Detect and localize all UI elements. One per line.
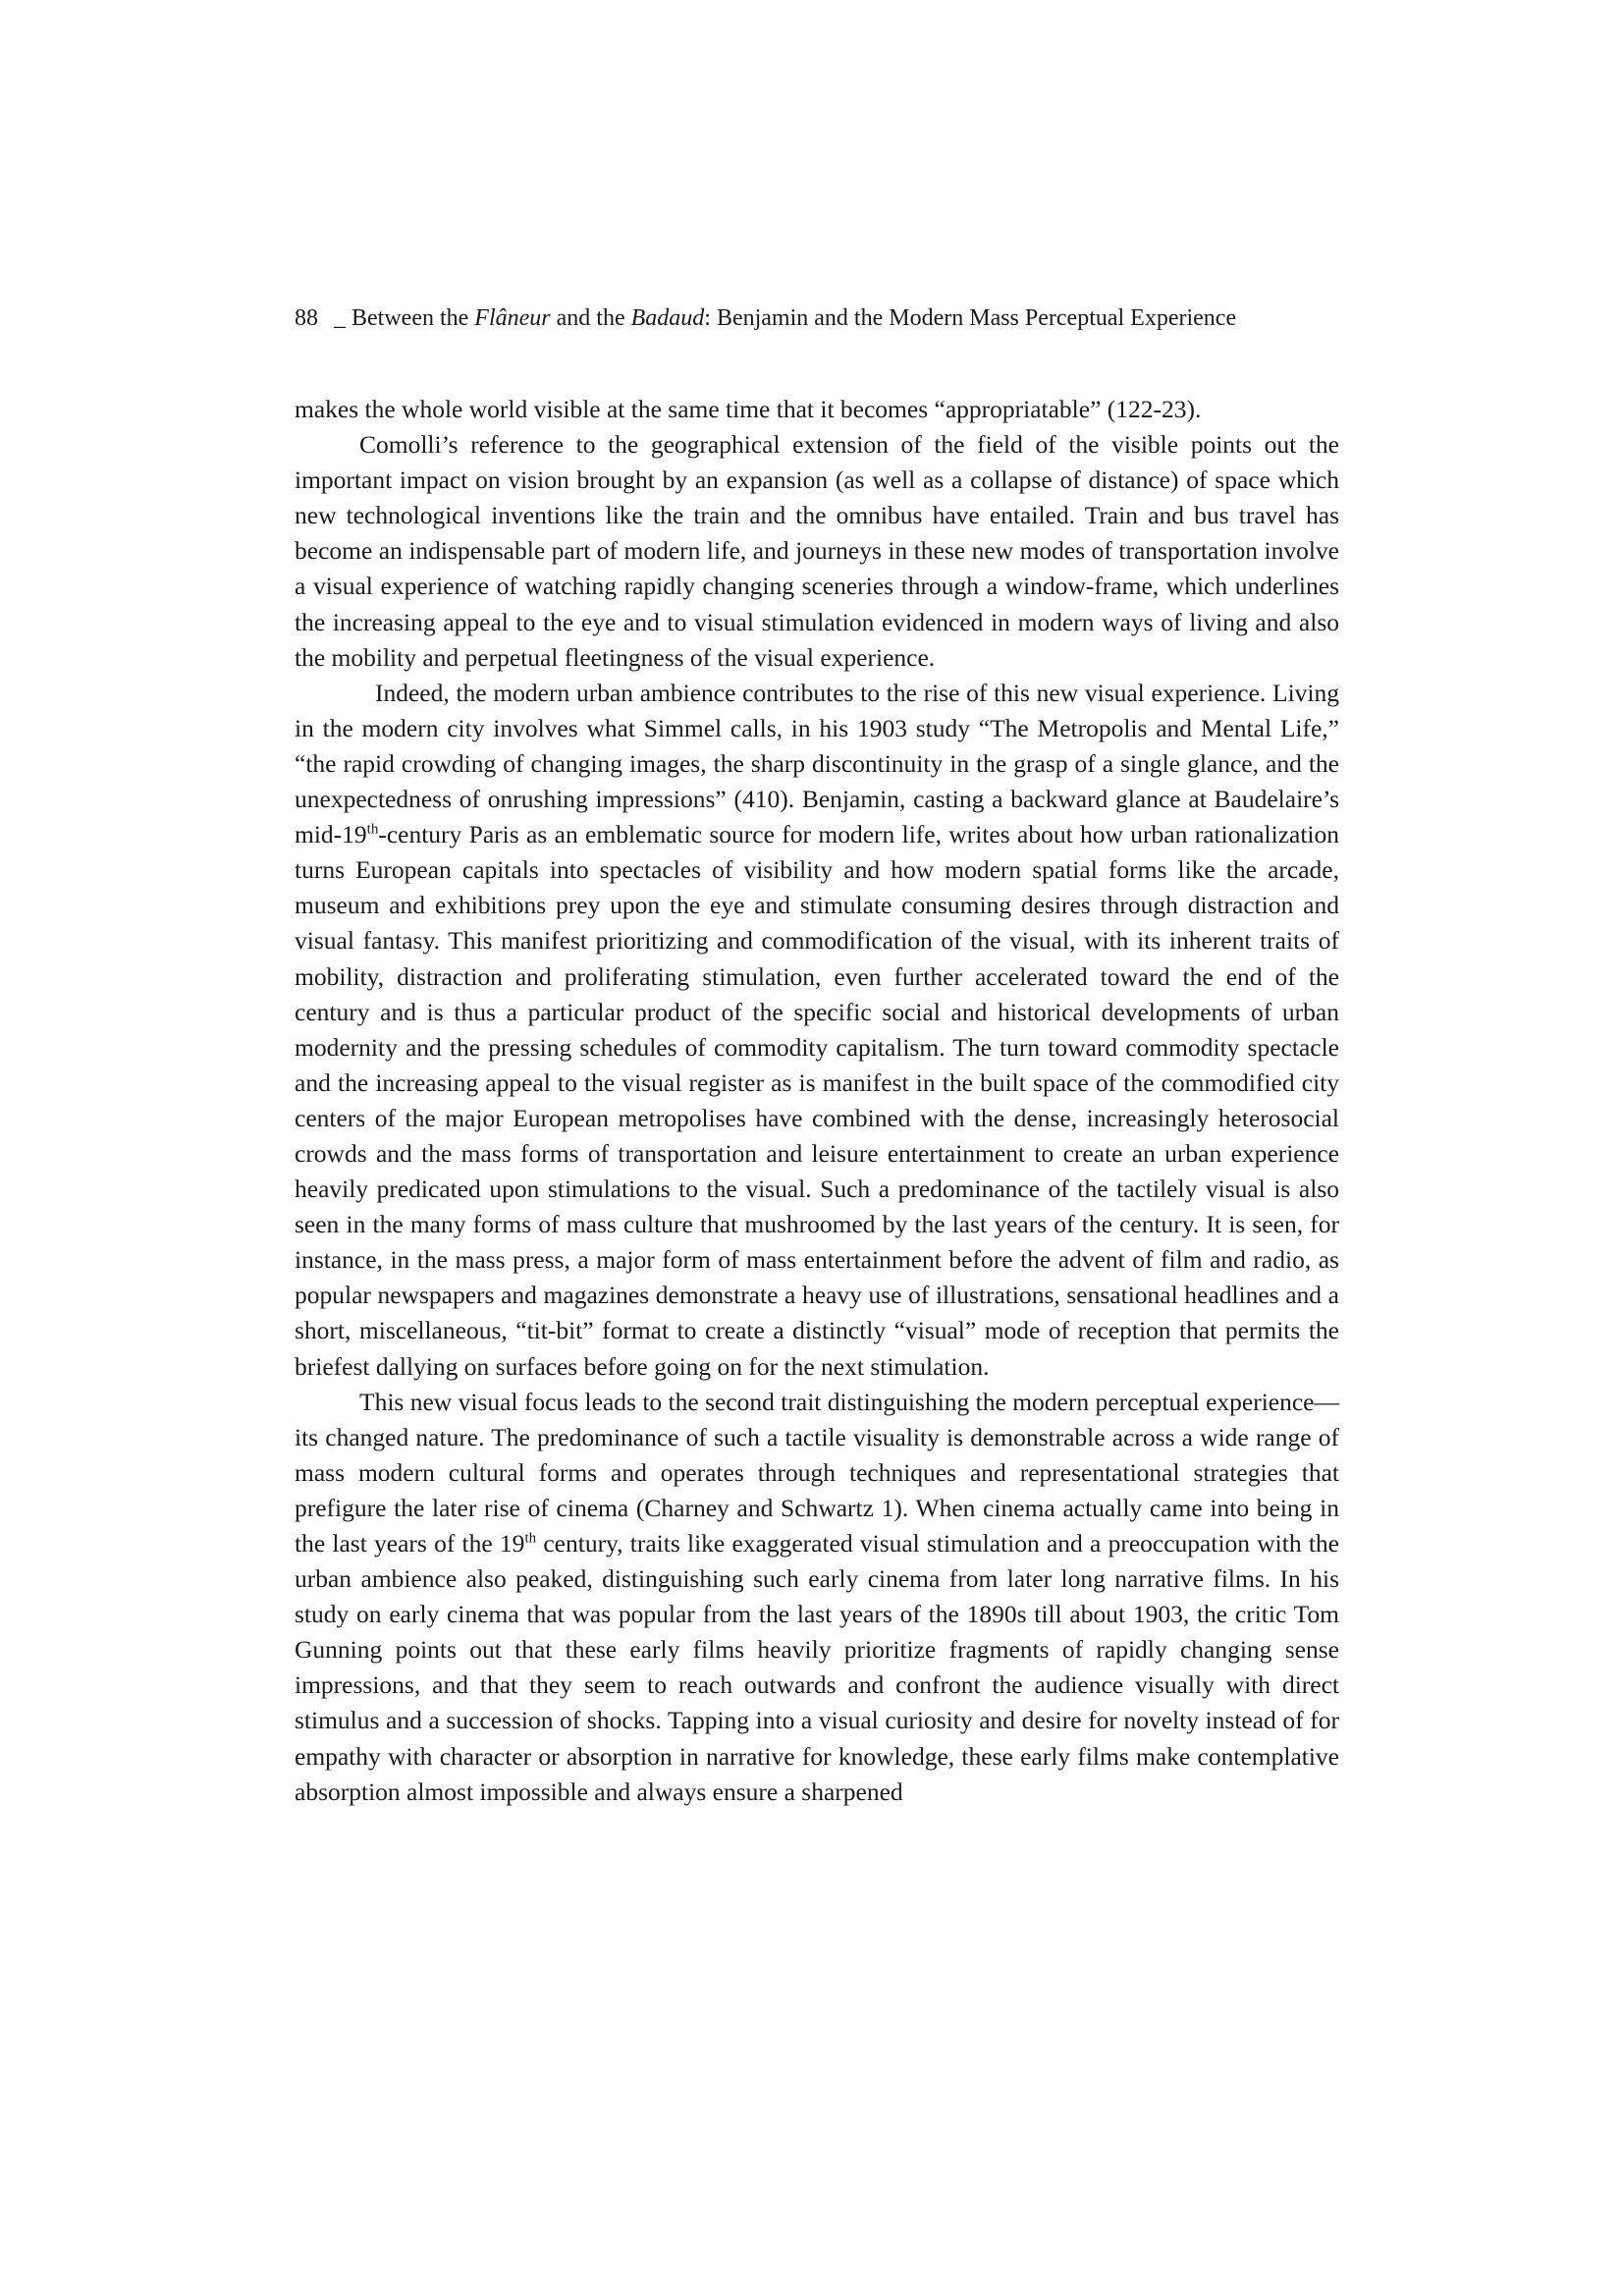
paragraph-3: [295, 676, 1339, 1385]
header-title-prefix: _ Between the: [334, 305, 475, 331]
paragraph-2: Comolli’s reference to the geographical extension of the field of the visible points out the important impact on vision brought by an expansion (as well as a collapse of distance) of space which new technological inventions like the train and the omnibus have entailed. Train and bus travel has become an indispensable part of modern life, and journeys in these new modes of transportation involve a visual experience of watching rapidly changing sceneries through a window-frame, which underlines the increasing appeal to the eye and to visual stimulation evidenced in modern ways of living and also the mobility and perpetual fleetingness of the visual experience.: [295, 430, 1339, 672]
header-title-middle: and the: [550, 305, 631, 331]
paragraph-4: [295, 1385, 1339, 1810]
superscript-th: th: [524, 1530, 537, 1547]
header-title-italic-flaneur: Flâneur: [474, 305, 551, 331]
page-number: 88: [295, 305, 318, 331]
header-title-suffix: : Benjamin and the Modern Mass Perceptual Experience: [704, 305, 1237, 331]
paragraph-4-part-a: This new visual focus leads to the second trait distinguishing the modern perceptual experience—its changed nature. The predominance of such a tactile visuality is demonstrable across a wide range of mass modern cultural forms and operates through techniques and representational strategies that prefigure the later rise of cinema (Charney and Schwartz 1). When cinema actually came into being in the last years of the 19: [295, 1387, 1339, 1558]
body-text: [295, 392, 1339, 1810]
header-title-italic-badaud: Badaud: [630, 305, 705, 331]
running-header: [295, 302, 1339, 334]
paragraph-3-part-a: Indeed, the modern urban ambience contributes to the rise of this new visual experience. Living in the modern city involves what Simmel calls, in his 1903 study “The Metropolis and Mental Life,” “the rapid crowding of changing images, the sharp discontinuity in the grasp of a single glance, and the unexpectedness of onrushing impressions” (410). Benjamin, casting a backward glance at Baudelaire’s mid-19: [295, 678, 1339, 849]
paragraph-1: makes the whole world visible at the same time that it becomes “appropriatable” (122-23).: [295, 395, 1202, 423]
superscript-th: th: [366, 821, 379, 838]
paragraph-4-part-b: century, traits like exaggerated visual stimulation and a preoccupation with the urban ambience also peaked, distinguishing such early cinema from later long narrative films. In his study on early cinema that was popular from the last years of the 1890s till about 1903, the critic Tom Gunning points out that these early films heavily prioritize fragments of rapidly changing sense impressions, and that they seem to reach outwards and confront the audience visually with direct stimulus and a succession of shocks. Tapping into a visual curiosity and desire for novelty instead of for empathy with character or absorption in narrative for knowledge, these early films make contemplative absorption almost impossible and always ensure a sharpened: [295, 1529, 1339, 1806]
paragraph-3-part-b: -century Paris as an emblematic source for modern life, writes about how urban rationalization turns European capitals into spectacles of visibility and how modern spatial forms like the arcade, museum and exhibitions prey upon the eye and stimulate consuming desires through distraction and visual fantasy. This manifest prioritizing and commodification of the visual, with its inherent traits of mobility, distraction and proliferating stimulation, even further accelerated toward the end of the century and is thus a particular product of the specific social and historical developments of urban modernity and the pressing schedules of commodity capitalism. The turn toward commodity spectacle and the increasing appeal to the visual register as is manifest in the built space of the commodified city centers of the major European metropolises have combined with the dense, increasingly heterosocial crowds and the mass forms of transportation and leisure entertainment to create an urban experience heavily predicated upon stimulations to the visual. Such a predominance of the tactilely visual is also seen in the many forms of mass culture that mushroomed by the last years of the century. It is seen, for instance, in the mass press, a major form of mass entertainment before the advent of film and radio, as popular newspapers and magazines demonstrate a heavy use of illustrations, sensational headlines and a short, miscellaneous, “tit-bit” format to create a distinctly “visual” mode of reception that permits the briefest dallying on surfaces before going on for the next stimulation.: [295, 820, 1339, 1381]
